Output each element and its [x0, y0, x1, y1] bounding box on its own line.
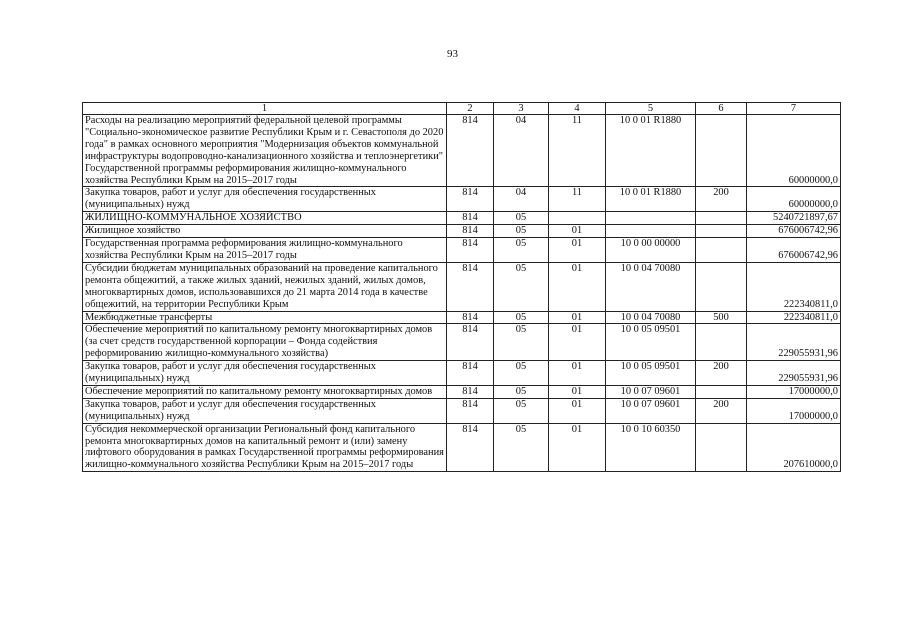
table-row — [83, 187, 841, 212]
row-ministry-code: 814 — [447, 187, 494, 212]
row-ministry-code: 814 — [447, 361, 494, 386]
row-section-code: 05 — [494, 225, 549, 238]
row-amount: 17000000,0 — [747, 398, 841, 423]
row-expense-type: 500 — [696, 311, 747, 324]
row-target-code: 10 0 01 R1880 — [606, 115, 696, 187]
table-row — [83, 115, 841, 187]
row-ministry-code: 814 — [447, 212, 494, 225]
row-target-code — [606, 225, 696, 238]
row-subsection-code: 11 — [549, 115, 606, 187]
row-expense-type — [696, 423, 747, 472]
header-cell: 7 — [747, 103, 841, 115]
row-target-code: 10 0 00 00000 — [606, 238, 696, 263]
row-name: Субсидия некоммерческой организации Региональный фонд капитального ремонта многоквартирных домов на капитальный ремонт и (или) замену лифтового оборудования в рамках Государственной программы реформирования жилищно-коммунального хозяйства Республики Крым на 2015–2017 годы — [83, 423, 447, 472]
row-subsection-code: 01 — [549, 385, 606, 398]
row-subsection-code: 11 — [549, 187, 606, 212]
row-target-code: 10 0 05 09501 — [606, 324, 696, 361]
table-row — [83, 311, 841, 324]
row-expense-type — [696, 385, 747, 398]
row-amount: 229055931,96 — [747, 361, 841, 386]
row-section-code: 05 — [494, 262, 549, 311]
row-name: Закупка товаров, работ и услуг для обеспечения государственных (муниципальных) нужд — [83, 187, 447, 212]
row-amount: 17000000,0 — [747, 385, 841, 398]
page-number: 93 — [447, 48, 458, 60]
budget-table — [82, 102, 841, 472]
row-ministry-code: 814 — [447, 398, 494, 423]
table-row — [83, 361, 841, 386]
row-expense-type: 200 — [696, 187, 747, 212]
row-expense-type — [696, 238, 747, 263]
row-amount: 207610000,0 — [747, 423, 841, 472]
row-name: Государственная программа реформирования жилищно-коммунального хозяйства Республики Крым на 2015–2017 годы — [83, 238, 447, 263]
row-name: Субсидии бюджетам муниципальных образований на проведение капитального ремонта общежитий, а также жилых зданий, нежилых зданий, жилых домов, многоквартирных домов, использовавшихся до 21 марта 2014 года в качестве общежитий, на территории Республики Крым — [83, 262, 447, 311]
row-section-code: 05 — [494, 423, 549, 472]
row-expense-type — [696, 212, 747, 225]
row-expense-type: 200 — [696, 361, 747, 386]
row-name: ЖИЛИЩНО-КОММУНАЛЬНОЕ ХОЗЯЙСТВО — [83, 212, 447, 225]
row-amount: 222340811,0 — [747, 311, 841, 324]
row-amount: 229055931,96 — [747, 324, 841, 361]
table-row — [83, 262, 841, 311]
row-ministry-code: 814 — [447, 311, 494, 324]
row-ministry-code: 814 — [447, 238, 494, 263]
row-name: Жилищное хозяйство — [83, 225, 447, 238]
row-target-code: 10 0 07 09601 — [606, 385, 696, 398]
row-section-code: 05 — [494, 398, 549, 423]
row-section-code: 05 — [494, 311, 549, 324]
row-subsection-code: 01 — [549, 238, 606, 263]
table-row — [83, 385, 841, 398]
row-section-code: 05 — [494, 212, 549, 225]
row-name: Обеспечение мероприятий по капитальному ремонту многоквартирных домов (за счет средств государственной корпорации – Фонда содействия реформированию жилищно-коммунального хозяйства) — [83, 324, 447, 361]
row-name: Расходы на реализацию мероприятий федеральной целевой программы "Социально-экономическое развитие Республики Крым и г. Севастополя до 2020 года" в рамках основного мероприятия "Модернизация объектов коммунальной инфраструктуры водопроводно-канализационного хозяйства и теплоэнергетики" Государственной программы реформирования жилищно-коммунального хозяйства Республики Крым на 2015–2017 годы — [83, 115, 447, 187]
row-subsection-code — [549, 212, 606, 225]
row-subsection-code: 01 — [549, 361, 606, 386]
row-subsection-code: 01 — [549, 225, 606, 238]
row-target-code: 10 0 04 70080 — [606, 262, 696, 311]
table-row — [83, 324, 841, 361]
row-section-code: 05 — [494, 324, 549, 361]
row-target-code — [606, 212, 696, 225]
row-ministry-code: 814 — [447, 115, 494, 187]
row-ministry-code: 814 — [447, 423, 494, 472]
header-cell: 6 — [696, 103, 747, 115]
row-expense-type — [696, 262, 747, 311]
header-cell: 5 — [606, 103, 696, 115]
row-target-code: 10 0 07 09601 — [606, 398, 696, 423]
row-expense-type — [696, 115, 747, 187]
row-ministry-code: 814 — [447, 225, 494, 238]
row-section-code: 04 — [494, 187, 549, 212]
row-amount: 676006742,96 — [747, 225, 841, 238]
row-section-code: 05 — [494, 385, 549, 398]
row-amount: 222340811,0 — [747, 262, 841, 311]
row-subsection-code: 01 — [549, 262, 606, 311]
row-amount: 676006742,96 — [747, 238, 841, 263]
row-expense-type: 200 — [696, 398, 747, 423]
row-amount: 60000000,0 — [747, 115, 841, 187]
row-subsection-code: 01 — [549, 423, 606, 472]
row-ministry-code: 814 — [447, 262, 494, 311]
row-subsection-code: 01 — [549, 324, 606, 361]
row-ministry-code: 814 — [447, 385, 494, 398]
table-row — [83, 398, 841, 423]
row-target-code: 10 0 10 60350 — [606, 423, 696, 472]
row-ministry-code: 814 — [447, 324, 494, 361]
header-cell: 1 — [83, 103, 447, 115]
row-name: Межбюджетные трансферты — [83, 311, 447, 324]
header-cell: 4 — [549, 103, 606, 115]
row-target-code: 10 0 04 70080 — [606, 311, 696, 324]
row-expense-type — [696, 225, 747, 238]
table-row — [83, 238, 841, 263]
table-row — [83, 212, 841, 225]
row-name: Закупка товаров, работ и услуг для обеспечения государственных (муниципальных) нужд — [83, 361, 447, 386]
table-row — [83, 225, 841, 238]
row-subsection-code: 01 — [549, 398, 606, 423]
row-amount: 5240721897,67 — [747, 212, 841, 225]
header-cell: 3 — [494, 103, 549, 115]
row-name: Закупка товаров, работ и услуг для обеспечения государственных (муниципальных) нужд — [83, 398, 447, 423]
table-row — [83, 423, 841, 472]
row-target-code: 10 0 01 R1880 — [606, 187, 696, 212]
row-section-code: 05 — [494, 238, 549, 263]
row-subsection-code: 01 — [549, 311, 606, 324]
row-section-code: 04 — [494, 115, 549, 187]
header-cell: 2 — [447, 103, 494, 115]
row-name: Обеспечение мероприятий по капитальному ремонту многоквартирных домов — [83, 385, 447, 398]
row-target-code: 10 0 05 09501 — [606, 361, 696, 386]
row-section-code: 05 — [494, 361, 549, 386]
row-expense-type — [696, 324, 747, 361]
table-header-row — [83, 103, 841, 115]
row-amount: 60000000,0 — [747, 187, 841, 212]
